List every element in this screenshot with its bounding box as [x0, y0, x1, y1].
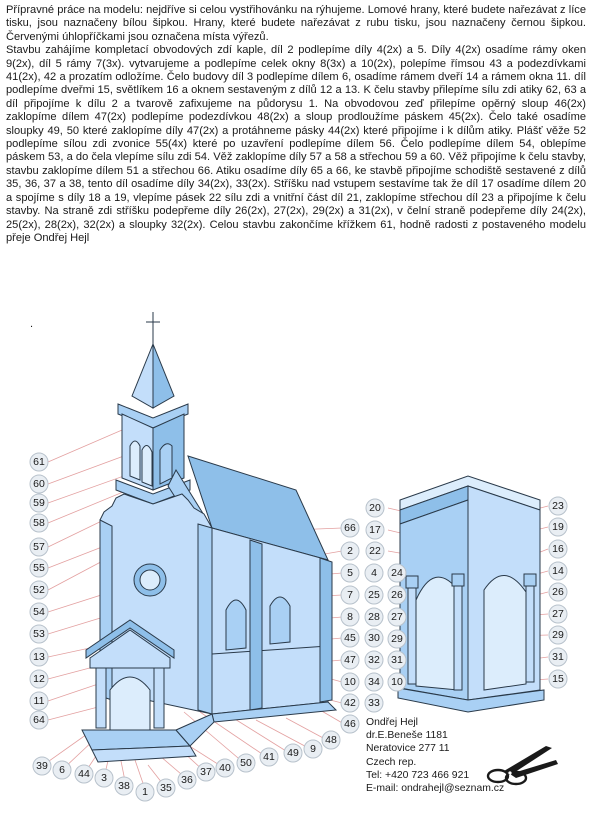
callout-label: 61	[33, 456, 45, 468]
callout-label: 7	[347, 589, 353, 601]
callout-label: 39	[36, 760, 48, 772]
callout-label: 24	[391, 567, 403, 579]
callout-label: 45	[344, 632, 356, 644]
callout-label: 12	[33, 673, 45, 685]
author-city: Neratovice 277 11	[366, 743, 450, 755]
callout-label: 37	[200, 766, 212, 778]
author-contact	[366, 716, 504, 795]
instructions-paragraph-build: Stavbu zahájíme kompletací obvodových zdí kaple, díl 2 podlepíme díly 4(2x) a 5. Díly 4(2x) osadíme rámy oken 9(2x), díl 5 rámy 7(3x). vytvarujeme a podlepíme celek okny 8(3x) a 10(2x), polepíme římsou 43 a podezdívkami 41(2x), 42 a prozatím odložíme. Čelo budovy díl 3 podlepíme dílem 6, osadíme rámem dveří 14 a rámem okna 11. díl podlepíme dveřmi 15, světlíkem 16 a oknem sestaveným z dílů 12 a 13. K čelu stavby přilepíme sílu zdi atiky 62, 63 a díl připojíme k dílu 2 a tvarově zafixujeme na půdorysu 1. Na obvodovou zeď přilepíme opěrný sloup 46(2x) zaklopíme dílem 47(2x) podlepíme podezdívkou 48(2x) a sloup prodloužíme páskem 45(2x). Čelo také osadíme sloupky 49, 50 které zaklopíme díly 47(2x) a protáhneme pásky 44(2x) které připojíme i k dílům atiky. Plášť věže 52 podlepíme sílou zdi zvonice 55(4x) které po uzavření podlepíme dílem 56. Čelo podlepíme dílem 54, oblepíme páskem 53, a do čela vlepíme sílu zdi 54. Věž zaklopíme díly 57 a 58 a střechou 59 a 60. Věž připojíme k čelu stavby, stavbu zaklopíme dílem 51 a střechou 66. Atiku osadíme díly 65 a 66, ke stavbě připojíme schodiště sestavené z dílů 35, 36, 37 a 38, tento díl osadíme díly 34(2x), 33(2x). Stříšku nad vstupem sestavíme tak že díl 17 osadíme dílem 20 a spojíme s díly 18 a 19, vlepíme pásek 22 sílu zdi a vnitřní část díl 21, zaklopíme střechou díl 23 a připojíme k čelu stavby. Na straně zdi stříšku podepřeme díly 26(2x), 27(2x), 29(2x) a 31(2x), v čelní straně podepřeme díly 24(2x), 25(2x), 28(2x), 32(2x) a sloupky 32(2x). Celou stavbu zakončíme křížkem 61, hodně radosti z postaveného modelu přeje Ondřej Hejl	[6, 44, 586, 244]
callout-label: 31	[552, 651, 564, 663]
callout-label: 26	[391, 589, 403, 601]
callout-label: 19	[552, 521, 564, 533]
callout-label: 30	[368, 632, 380, 644]
author-street: dr.E.Beneše 1181	[366, 730, 448, 742]
callout-label: 53	[33, 628, 45, 640]
callout-label: 57	[33, 541, 45, 553]
callout-label: 44	[78, 768, 90, 780]
callout-label: 11	[33, 695, 45, 707]
callout-label: 26	[552, 586, 564, 598]
callout-label: 13	[33, 651, 45, 663]
callout-label: 40	[219, 762, 231, 774]
callout-label: 28	[368, 611, 380, 623]
callout-label: 9	[310, 743, 316, 755]
callout-label: 66	[344, 522, 356, 534]
callout-label: 10	[344, 676, 356, 688]
callout-label: 1	[142, 786, 148, 798]
author-name: Ondřej Hejl	[366, 717, 418, 728]
callout-label: 29	[391, 633, 403, 645]
callout-label: 25	[368, 589, 380, 601]
author-email: E-mail: ondrahejl@seznam.cz	[366, 783, 505, 795]
callout-label: 5	[347, 567, 353, 579]
instructions-paragraph-prep: Přípravné práce na modelu: nejdříve si celou vystřihovánku na rýhujeme. Lomové hrany, které budete nařezávat z líce tisku, jsou naznačeny bílou šipkou. Hrany, které budete nařezávat z rubu tisku, jsou naznačeny černou šipkou. Červenými úhlopříčkami jsou označena místa výřezů.	[6, 4, 586, 43]
callout-label: 14	[552, 565, 564, 577]
callout-label: 17	[369, 524, 381, 536]
author-country: Czech rep.	[366, 756, 417, 768]
callout-label: 52	[33, 584, 45, 596]
callout-label: 59	[33, 497, 45, 509]
callout-label: 31	[391, 654, 403, 666]
callout-label: 46	[344, 718, 356, 730]
callout-label: 49	[287, 747, 299, 759]
callout-label: 38	[118, 780, 130, 792]
callout-label: 41	[263, 751, 275, 763]
callout-label: 4	[371, 567, 377, 579]
callout-label: 8	[347, 611, 353, 623]
callout-label: 27	[391, 611, 403, 623]
callout-label: 54	[33, 606, 45, 618]
author-phone: Tel: +420 723 466 921	[366, 769, 470, 781]
callout-label: 55	[33, 562, 45, 574]
callout-label: 48	[325, 734, 337, 746]
callout-label: 6	[59, 764, 65, 776]
callout-label: 2	[347, 545, 353, 557]
callout-label: 27	[552, 608, 564, 620]
callout-label: 47	[344, 654, 356, 666]
callout-label: 22	[369, 545, 381, 557]
callout-label: 29	[552, 629, 564, 641]
callout-label: 36	[181, 774, 193, 786]
callout-label: 64	[33, 714, 45, 726]
callout-label: 3	[101, 772, 107, 784]
callout-label: 23	[552, 500, 564, 512]
stray-mark: .	[30, 318, 34, 330]
callout-label: 58	[33, 517, 45, 529]
callout-label: 10	[391, 676, 403, 688]
callout-label: 50	[240, 757, 252, 769]
callout-label: 35	[160, 782, 172, 794]
callout-label: 15	[552, 673, 564, 685]
callout-label: 32	[368, 654, 380, 666]
callout-label: 42	[344, 697, 356, 709]
callout-label: 20	[369, 502, 381, 514]
callout-label: 60	[33, 478, 45, 490]
callout-label: 34	[368, 676, 380, 688]
callout-label: 16	[552, 543, 564, 555]
callout-label: 33	[368, 697, 380, 709]
